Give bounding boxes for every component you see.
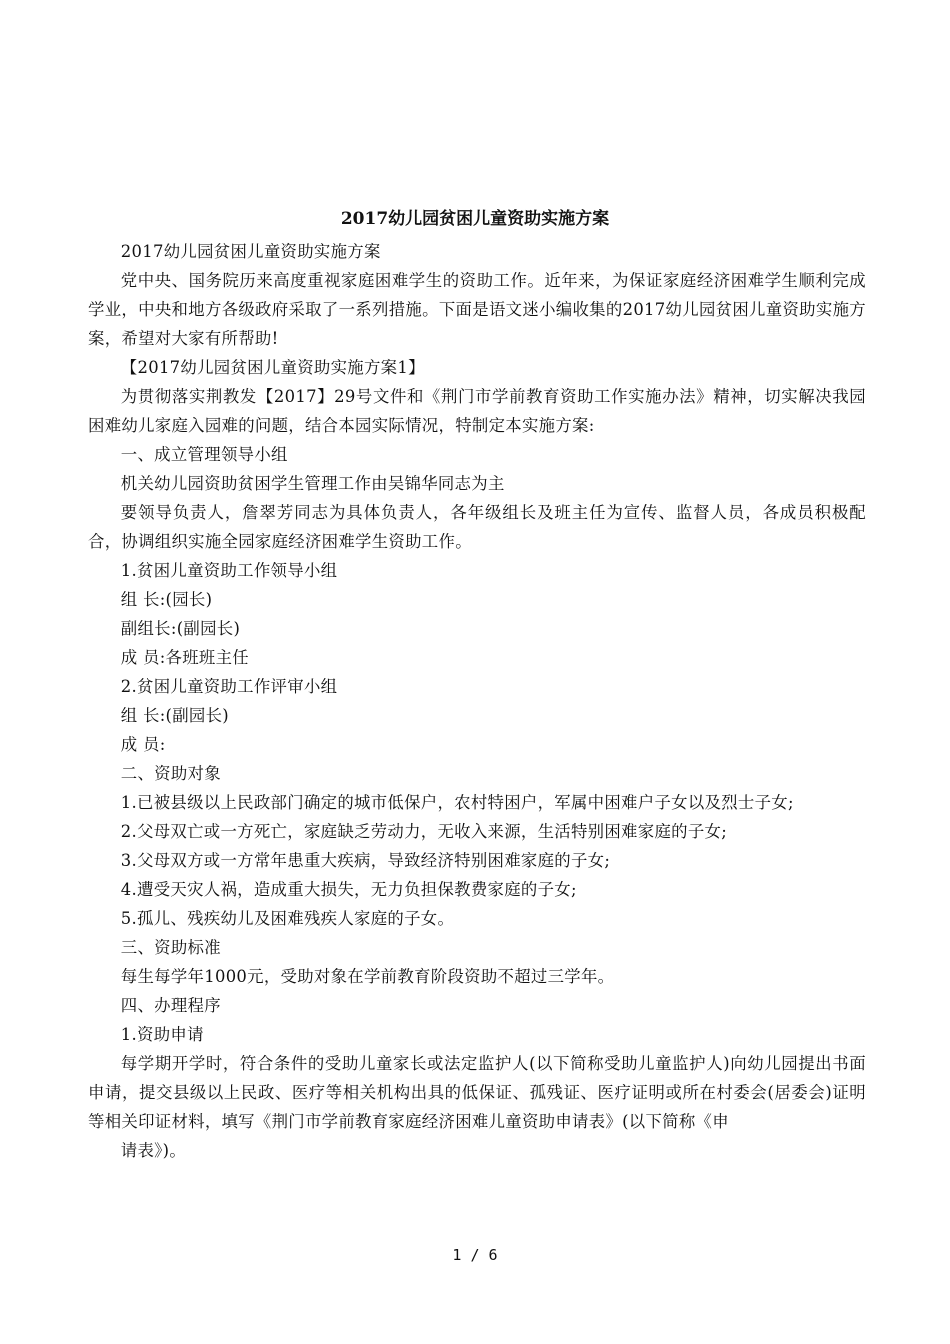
- paragraph: 【2017幼儿园贫困儿童资助实施方案1】: [120, 358, 425, 377]
- list-item: 1.已被县级以上民政部门确定的城市低保户，农村特困户，军属中困难户子女以及烈士子女;: [120, 793, 794, 812]
- list-item: 成 员:各班班主任: [120, 648, 249, 667]
- page-number: 1 / 6: [452, 1246, 498, 1264]
- list-item: 组 长:(园长): [120, 590, 213, 609]
- list-item: 成 员:: [120, 735, 166, 754]
- list-item: 1.资助申请: [120, 1025, 204, 1044]
- paragraph: 为贯彻落实荆教发【2017】29号文件和《荆门市学前教育资助工作实施办法》精神，切实解决我园困难幼儿家庭入园难的问题，结合本园实际情况，特制定本实施方案:: [88, 387, 866, 435]
- section-heading: 二、资助对象: [120, 764, 221, 783]
- list-item: 3.父母双方或一方常年患重大疾病，导致经济特别困难家庭的子女;: [120, 851, 611, 870]
- paragraph: 要领导负责人，詹翠芳同志为具体负责人，各年级组长及班主任为宣传、监督人员，各成员积极配合，协调组织实施全园家庭经济困难学生资助工作。: [88, 503, 866, 551]
- list-item: 5.孤儿、残疾幼儿及困难残疾人家庭的子女。: [120, 909, 455, 928]
- section-heading: 三、资助标准: [120, 938, 221, 957]
- paragraph: 请表》)。: [120, 1141, 187, 1160]
- list-item: 2.父母双亡或一方死亡，家庭缺乏劳动力，无收入来源，生活特别困难家庭的子女;: [120, 822, 728, 841]
- paragraph: 机关幼儿园资助贫困学生管理工作由吴锦华同志为主: [120, 474, 505, 493]
- list-item: 1.贫困儿童资助工作领导小组: [120, 561, 338, 580]
- paragraph: 每学期开学时，符合条件的受助儿童家长或法定监护人(以下简称受助儿童监护人)向幼儿园提出书面申请，提交县级以上民政、医疗等相关机构出具的低保证、孤残证、医疗证明或所在村委会(居委会)证明等相关印证材料，填写《荆门市学前教育家庭经济困难儿童资助申请表》(以下简称《申: [88, 1054, 866, 1131]
- list-item: 副组长:(副园长): [120, 619, 241, 638]
- paragraph: 每生每学年1000元，受助对象在学前教育阶段资助不超过三学年。: [120, 967, 615, 986]
- section-heading: 一、成立管理领导小组: [120, 445, 288, 464]
- section-heading: 四、办理程序: [120, 996, 221, 1015]
- paragraph: 党中央、国务院历来高度重视家庭困难学生的资助工作。近年来，为保证家庭经济困难学生顺利完成学业，中央和地方各级政府采取了一系列措施。下面是语文迷小编收集的2017幼儿园贫困儿童资助实施方案，希望对大家有所帮助!: [88, 271, 866, 348]
- list-item: 4.遭受天灾人祸，造成重大损失，无力负担保教费家庭的子女;: [120, 880, 577, 899]
- document-body: [88, 237, 866, 1165]
- list-item: 组 长:(副园长): [120, 706, 229, 725]
- document-title: 2017幼儿园贫困儿童资助实施方案: [340, 209, 610, 230]
- list-item: 2.贫困儿童资助工作评审小组: [120, 677, 338, 696]
- paragraph: 2017幼儿园贫困儿童资助实施方案: [120, 242, 381, 261]
